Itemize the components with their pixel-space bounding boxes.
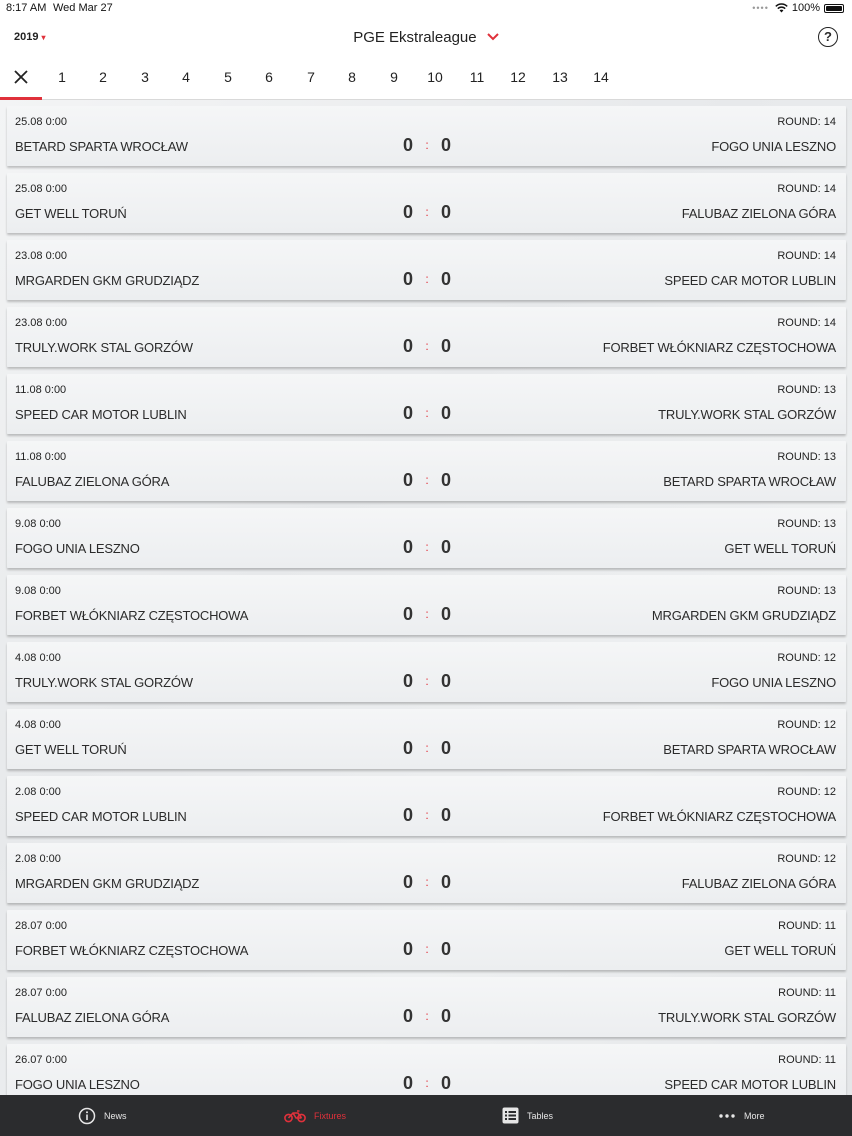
league-selector[interactable] — [0, 29, 852, 46]
fixture-round: ROUND: 14 — [777, 317, 836, 329]
fixture-round: ROUND: 12 — [777, 719, 836, 731]
home-score: 0 — [402, 135, 413, 155]
score — [387, 202, 467, 223]
away-team: FORBET WŁÓKNIARZ CZĘSTOCHOWA — [602, 809, 836, 824]
tab-round-1[interactable]: 1 — [58, 69, 66, 85]
away-team: BETARD SPARTA WROCŁAW — [663, 742, 836, 757]
fixture-date: 9.08 0:00 — [15, 585, 61, 597]
away-team: FALUBAZ ZIELONA GÓRA — [681, 206, 836, 221]
home-team: TRULY.WORK STAL GORZÓW — [15, 675, 193, 690]
away-score: 0 — [440, 738, 451, 758]
home-score: 0 — [402, 939, 413, 959]
fixture-round: ROUND: 11 — [778, 1054, 836, 1066]
tab-more-label: More — [744, 1110, 765, 1121]
fixture-date: 11.08 0:00 — [15, 384, 67, 396]
tab-news-label: News — [104, 1110, 127, 1121]
tab-round-4[interactable]: 4 — [182, 69, 190, 85]
tab-round-14[interactable]: 14 — [593, 69, 609, 85]
score-separator: : — [425, 741, 429, 755]
score — [387, 805, 467, 826]
fixture-card[interactable] — [7, 374, 846, 434]
fixture-card[interactable] — [7, 441, 846, 501]
close-tab[interactable] — [0, 58, 42, 100]
score — [387, 671, 467, 692]
fixture-round: ROUND: 14 — [777, 116, 836, 128]
score — [387, 1073, 467, 1094]
home-team: TRULY.WORK STAL GORZÓW — [15, 340, 193, 355]
info-icon — [78, 1107, 96, 1125]
list-icon — [502, 1107, 519, 1124]
fixture-round: ROUND: 11 — [778, 920, 836, 932]
tab-news[interactable] — [78, 1095, 127, 1136]
tab-tables[interactable] — [502, 1095, 553, 1136]
fixture-card[interactable] — [7, 776, 846, 836]
season-label: 2019 — [14, 31, 39, 43]
home-team: MRGARDEN GKM GRUDZIĄDZ — [15, 876, 200, 891]
tab-more[interactable] — [718, 1095, 765, 1136]
home-score: 0 — [402, 805, 413, 825]
tab-round-10[interactable]: 10 — [427, 69, 443, 85]
home-score: 0 — [402, 738, 413, 758]
away-team: MRGARDEN GKM GRUDZIĄDZ — [651, 608, 836, 623]
fixture-card[interactable] — [7, 106, 846, 166]
score — [387, 939, 467, 960]
chevron-down-icon: ▾ — [41, 32, 46, 42]
score — [387, 872, 467, 893]
fixture-date: 9.08 0:00 — [15, 518, 61, 530]
fixture-card[interactable] — [7, 508, 846, 568]
home-team: FORBET WŁÓKNIARZ CZĘSTOCHOWA — [15, 608, 249, 623]
away-score: 0 — [440, 939, 451, 959]
tab-round-12[interactable]: 12 — [510, 69, 526, 85]
battery-icon — [824, 4, 844, 13]
score-separator: : — [425, 138, 429, 152]
home-score: 0 — [402, 269, 413, 289]
fixture-card[interactable] — [7, 843, 846, 903]
fixture-date: 25.08 0:00 — [15, 116, 67, 128]
score — [387, 738, 467, 759]
away-team: TRULY.WORK STAL GORZÓW — [658, 407, 836, 422]
fixtures-list[interactable] — [0, 100, 852, 1095]
fixture-date: 28.07 0:00 — [15, 987, 67, 999]
tab-round-8[interactable]: 8 — [348, 69, 356, 85]
status-date: Wed Mar 27 — [53, 2, 113, 14]
fixture-date: 26.07 0:00 — [15, 1054, 67, 1066]
fixture-round: ROUND: 13 — [777, 384, 836, 396]
status-time: 8:17 AM — [6, 2, 47, 14]
fixture-round: ROUND: 11 — [778, 987, 836, 999]
home-team: GET WELL TORUŃ — [15, 206, 127, 221]
score-separator: : — [425, 1076, 429, 1090]
home-team: GET WELL TORUŃ — [15, 742, 127, 757]
fixture-round: ROUND: 12 — [777, 652, 836, 664]
fixture-round: ROUND: 13 — [777, 518, 836, 530]
fixture-round: ROUND: 13 — [777, 585, 836, 597]
fixture-card[interactable] — [7, 1044, 846, 1095]
away-team: FORBET WŁÓKNIARZ CZĘSTOCHOWA — [602, 340, 836, 355]
home-team: FOGO UNIA LESZNO — [15, 1077, 140, 1092]
tab-round-9[interactable]: 9 — [390, 69, 398, 85]
fixture-date: 11.08 0:00 — [15, 451, 67, 463]
tab-tables-label: Tables — [527, 1110, 554, 1121]
home-team: FORBET WŁÓKNIARZ CZĘSTOCHOWA — [15, 943, 249, 958]
fixture-card[interactable] — [7, 977, 846, 1037]
fixture-card[interactable] — [7, 307, 846, 367]
tab-round-2[interactable]: 2 — [99, 69, 107, 85]
round-tabs — [0, 58, 852, 100]
battery-percent: 100% — [791, 2, 820, 14]
fixture-date: 4.08 0:00 — [15, 652, 61, 664]
home-score: 0 — [402, 403, 413, 423]
score-separator: : — [425, 875, 429, 889]
away-score: 0 — [440, 403, 451, 423]
fixture-round: ROUND: 13 — [777, 451, 836, 463]
score-separator: : — [425, 406, 429, 420]
score — [387, 470, 467, 491]
away-team: FOGO UNIA LESZNO — [711, 139, 836, 154]
away-score: 0 — [440, 135, 451, 155]
away-score: 0 — [440, 336, 451, 356]
away-score: 0 — [440, 805, 451, 825]
fixture-date: 28.07 0:00 — [15, 920, 67, 932]
away-team: BETARD SPARTA WROCŁAW — [663, 474, 836, 489]
fixture-date: 23.08 0:00 — [15, 317, 67, 329]
away-team: FOGO UNIA LESZNO — [711, 675, 836, 690]
fixture-card[interactable] — [7, 173, 846, 233]
home-score: 0 — [402, 604, 413, 624]
score — [387, 604, 467, 625]
help-button[interactable]: ? — [818, 27, 838, 47]
tab-round-5[interactable]: 5 — [224, 69, 232, 85]
status-bar — [0, 0, 852, 18]
fixture-round: ROUND: 14 — [777, 183, 836, 195]
fixture-date: 4.08 0:00 — [15, 719, 61, 731]
away-team: GET WELL TORUŃ — [724, 541, 836, 556]
fixture-round: ROUND: 12 — [777, 853, 836, 865]
fixture-date: 2.08 0:00 — [15, 853, 61, 865]
more-dots-icon — [718, 1113, 736, 1119]
league-title: PGE Ekstraleague — [353, 29, 477, 46]
home-team: MRGARDEN GKM GRUDZIĄDZ — [15, 273, 200, 288]
away-score: 0 — [440, 537, 451, 557]
away-team: TRULY.WORK STAL GORZÓW — [658, 1010, 836, 1025]
score-separator: : — [425, 607, 429, 621]
score-separator: : — [425, 674, 429, 688]
tab-round-3[interactable]: 3 — [141, 69, 149, 85]
header — [0, 18, 852, 58]
home-score: 0 — [402, 1073, 413, 1093]
home-score: 0 — [402, 336, 413, 356]
away-score: 0 — [440, 1006, 451, 1026]
fixture-round: ROUND: 14 — [777, 250, 836, 262]
tab-round-13[interactable]: 13 — [552, 69, 568, 85]
away-score: 0 — [440, 470, 451, 490]
home-team: BETARD SPARTA WROCŁAW — [15, 139, 188, 154]
fixture-card[interactable] — [7, 575, 846, 635]
away-team: SPEED CAR MOTOR LUBLIN — [664, 1077, 836, 1092]
fixture-date: 2.08 0:00 — [15, 786, 61, 798]
away-score: 0 — [440, 1073, 451, 1093]
home-team: SPEED CAR MOTOR LUBLIN — [15, 407, 187, 422]
status-right — [752, 2, 844, 14]
home-score: 0 — [402, 872, 413, 892]
tab-round-11[interactable]: 11 — [469, 69, 485, 85]
home-score: 0 — [402, 470, 413, 490]
score — [387, 537, 467, 558]
motorbike-icon — [284, 1109, 306, 1123]
home-team: SPEED CAR MOTOR LUBLIN — [15, 809, 187, 824]
score — [387, 336, 467, 357]
chevron-down-icon — [487, 33, 499, 41]
fixture-card[interactable] — [7, 240, 846, 300]
tab-round-7[interactable]: 7 — [307, 69, 315, 85]
score-separator: : — [425, 205, 429, 219]
away-score: 0 — [440, 604, 451, 624]
score — [387, 269, 467, 290]
score-separator: : — [425, 272, 429, 286]
away-score: 0 — [440, 269, 451, 289]
home-team: FALUBAZ ZIELONA GÓRA — [15, 1010, 170, 1025]
away-score: 0 — [440, 872, 451, 892]
fixture-date: 25.08 0:00 — [15, 183, 67, 195]
fixture-round: ROUND: 12 — [777, 786, 836, 798]
home-score: 0 — [402, 671, 413, 691]
score-separator: : — [425, 808, 429, 822]
home-team: FOGO UNIA LESZNO — [15, 541, 140, 556]
wifi-icon — [775, 3, 788, 13]
score — [387, 135, 467, 156]
home-score: 0 — [402, 202, 413, 222]
home-team: FALUBAZ ZIELONA GÓRA — [15, 474, 170, 489]
fixture-card[interactable] — [7, 910, 846, 970]
away-team: GET WELL TORUŃ — [724, 943, 836, 958]
away-team: SPEED CAR MOTOR LUBLIN — [664, 273, 836, 288]
signal-dots-icon: •••• — [752, 3, 769, 13]
home-score: 0 — [402, 537, 413, 557]
bottom-tab-bar — [0, 1095, 852, 1136]
score-separator: : — [425, 339, 429, 353]
fixture-date: 23.08 0:00 — [15, 250, 67, 262]
score-separator: : — [425, 1009, 429, 1023]
close-icon — [14, 70, 28, 84]
fixture-card[interactable] — [7, 642, 846, 702]
tab-round-6[interactable]: 6 — [265, 69, 273, 85]
score-separator: : — [425, 942, 429, 956]
away-score: 0 — [440, 671, 451, 691]
away-team: FALUBAZ ZIELONA GÓRA — [681, 876, 836, 891]
home-score: 0 — [402, 1006, 413, 1026]
score-separator: : — [425, 540, 429, 554]
tab-fixtures[interactable] — [284, 1095, 346, 1136]
score-separator: : — [425, 473, 429, 487]
score — [387, 403, 467, 424]
score — [387, 1006, 467, 1027]
tab-fixtures-label: Fixtures — [314, 1110, 347, 1121]
away-score: 0 — [440, 202, 451, 222]
fixture-card[interactable] — [7, 709, 846, 769]
